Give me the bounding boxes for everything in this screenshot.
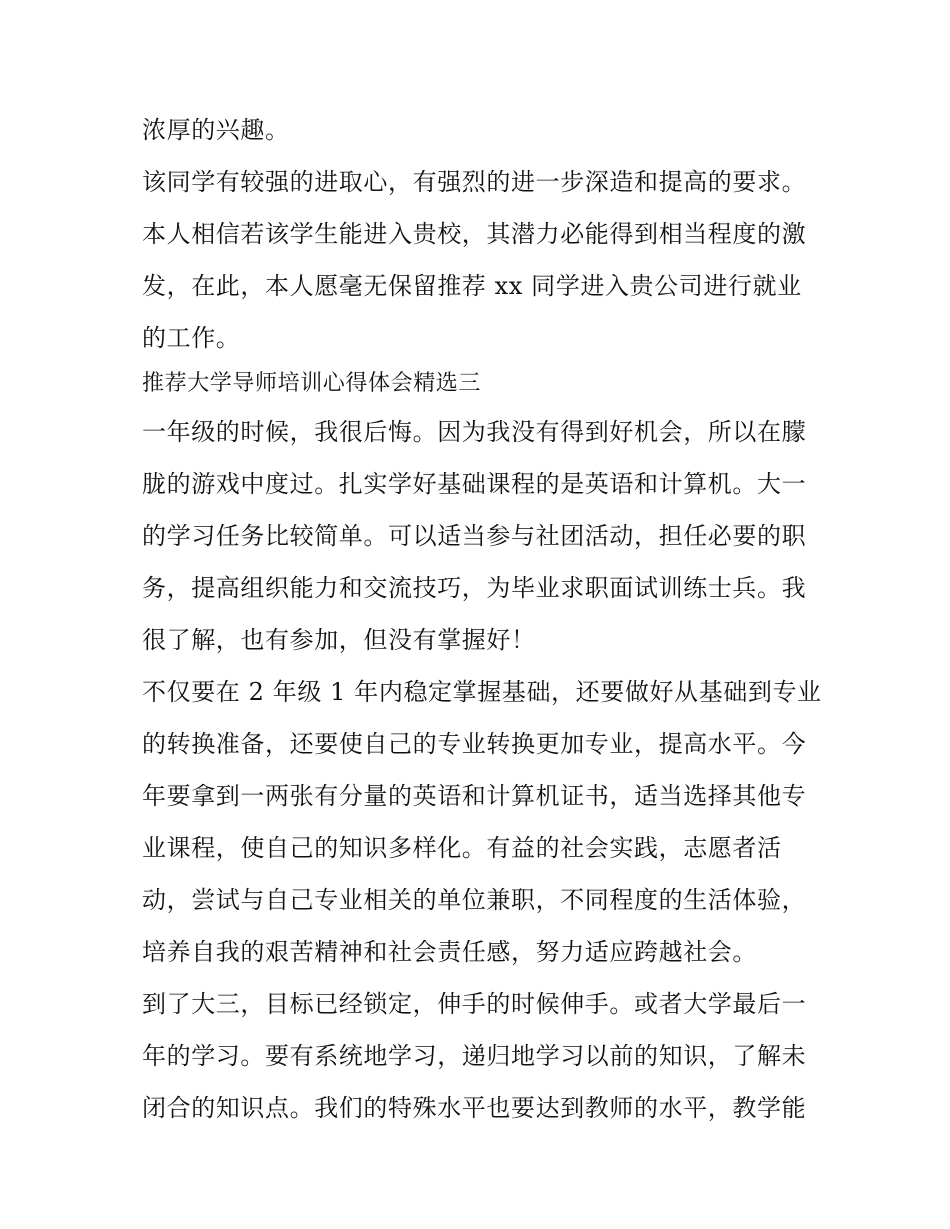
- text-line: 培养自我的艰苦精神和社会责任感，努力适应跨越社会。: [142, 938, 757, 966]
- text-line: 一年级的时候，我很后悔。因为我没有得到好机会，所以在朦: [142, 418, 807, 446]
- text-line: 浓厚的兴趣。: [142, 116, 290, 144]
- text-line: 到了大三，目标已经锁定，伸手的时候伸手。或者大学最后一: [142, 990, 807, 1018]
- text-line: 年要拿到一两张有分量的英语和计算机证书，适当选择其他专: [142, 782, 807, 810]
- text-line: 的转换准备，还要使自己的专业转换更加专业，提高水平。今: [142, 730, 807, 758]
- text-line: 的学习任务比较简单。可以适当参与社团活动，担任必要的职: [142, 522, 807, 550]
- text-line: 业课程，使自己的知识多样化。有益的社会实践，志愿者活: [142, 834, 782, 862]
- text-line: 务，提高组织能力和交流技巧，为毕业求职面试训练士兵。我: [142, 574, 807, 602]
- text-line: 该同学有较强的进取心，有强烈的进一步深造和提高的要求。: [142, 168, 807, 196]
- text-line: 的工作。: [142, 324, 241, 352]
- text-line: 闭合的知识点。我们的特殊水平也要达到教师的水平，教学能: [142, 1094, 807, 1122]
- text-line: 本人相信若该学生能进入贵校，其潜力必能得到相当程度的激: [142, 220, 807, 248]
- text-line: 动，尝试与自己专业相关的单位兼职，不同程度的生活体验，: [142, 886, 807, 914]
- text-line: 年的学习。要有系统地学习，递归地学习以前的知识，了解未: [142, 1042, 807, 1070]
- text-line: 发，在此，本人愿毫无保留推荐 xx 同学进入贵公司进行就业: [142, 272, 802, 300]
- document-body: [142, 104, 822, 1134]
- section-heading: 推荐大学导师培训心得体会精选三: [142, 371, 482, 396]
- text-line: 不仅要在 2 年级 1 年内稳定掌握基础，还要做好从基础到专业: [142, 678, 822, 706]
- text-line: 很了解，也有参加，但没有掌握好！: [142, 626, 536, 654]
- text-line: 胧的游戏中度过。扎实学好基础课程的是英语和计算机。大一: [142, 470, 807, 498]
